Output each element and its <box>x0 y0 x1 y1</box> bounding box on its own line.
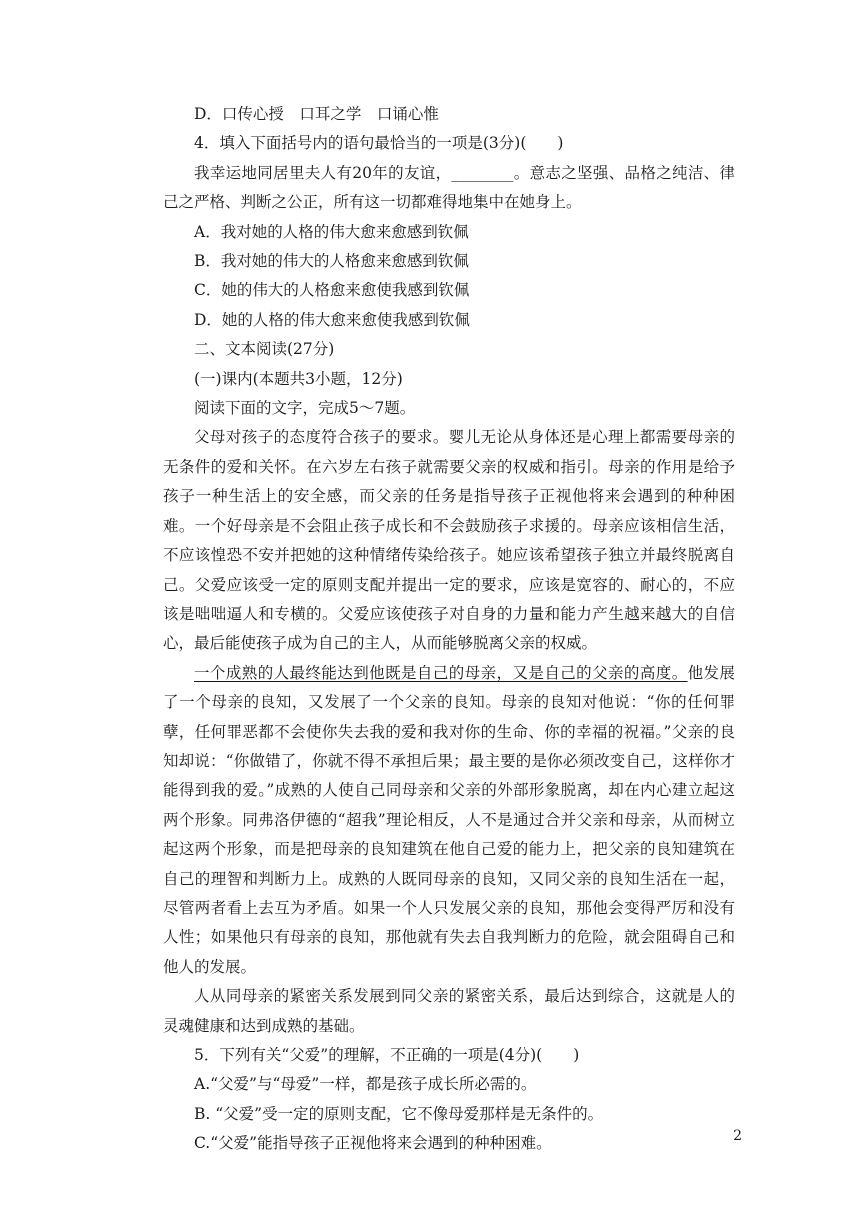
q4-option-c: C．她的伟大的人格愈来愈使我感到钦佩 <box>194 281 470 300</box>
q5-option-a: A.“父爱”与“母爱”一样，都是孩子成长所必需的。 <box>194 1075 537 1094</box>
passage-paragraph-1: 父母对孩子的态度符合孩子的要求。婴儿无论从身体还是心理上都需要母亲的无条件的爱和关怀。在六岁左右孩子就需要父亲的权威和指引。母亲的作用是给予孩子一种生活上的安全感，而父亲的任务是指导孩子正视他将来会遇到的种种困难。一个好母亲是不会阻止孩子成长和不会鼓励孩子求援的。母亲应该相信生活，不应该惶恐不安并把她的这种情绪传染给孩子。她应该希望孩子独立并最终脱离自己。父爱应该受一定的原则支配并提出一定的要求，应该是宽容的、耐心的，不应该是咄咄逼人和专横的。父爱应该使孩子对自身的力量和能力产生越来越大的自信心，最后能使孩子成为自己的主人，从而能够脱离父亲的权威。 <box>163 428 735 653</box>
passage-paragraph-3: 人从同母亲的紧密关系发展到同父亲的紧密关系，最后达到综合，这就是人的灵魂健康和达到成熟的基础。 <box>163 987 735 1035</box>
q4-option-d: D．她的人格的伟大愈来愈使我感到钦佩 <box>194 310 470 329</box>
q4-stem: 4．填入下面括号内的语句最恰当的一项是(3分)( ) <box>194 134 564 153</box>
section-sub-heading: (一)课内(本题共3小题，12分) <box>194 369 403 388</box>
q5-stem: 5．下列有关“父爱”的理解，不正确的一项是(4分)( ) <box>194 1046 580 1064</box>
q4-passage: 我幸运地同居里夫人有20年的友谊，________。意志之坚强、品格之纯洁、律己之严格、判断之公正，所有这一切都难得地集中在她身上。 <box>163 163 735 212</box>
paragraph-2-rest: 他发展了一个母亲的良知，又发展了一个父亲的良知。母亲的良知对他说：“你的任何罪孽，任何罪恶都不会使你失去我的爱和我对你的生命、你的幸福的祝福。”父亲的良知却说：“你做错了，你就不得不承担后果；最主要的是你必须改变自己，这样你才能得到我的爱。”成熟的人使自己同母亲和父亲的外部形象脱离，却在内心建立起这两个形象。同弗洛伊德的“超我”理论相反，人不是通过合并父亲和母亲，从而树立起这两个形象，而是把母亲的良知建筑在他自己爱的能力上，把父亲的良知建筑在自己的理智和判断力上。成熟的人既同母亲的良知，又同父亲的良知生活在一起，尽管两者看上去互为矛盾。如果一个人只发展父亲的良知，那他会变得严厉和没有人性；如果他只有母亲的良知，那他就有失去自我判断力的危险，就会阻碍自己和他人的发展。 <box>163 663 735 976</box>
passage-paragraph-2 <box>163 659 735 982</box>
q5-option-b: B. “父爱”受一定的原则支配，它不像母爱那样是无条件的。 <box>194 1104 604 1123</box>
underlined-sentence: 一个成熟的人最终能达到他既是自己的母亲，又是自己的父亲的高度。 <box>194 663 688 682</box>
q5-option-c: C.“父爱”能指导孩子正视他将来会遇到的种种困难。 <box>194 1134 552 1153</box>
page-content <box>163 100 735 1159</box>
q4-option-a: A．我对她的人格的伟大愈来愈感到钦佩 <box>194 222 469 241</box>
section-heading: 二、文本阅读(27分) <box>194 340 335 359</box>
q4-option-b: B．我对她的伟大的人格愈来愈感到钦佩 <box>194 252 469 271</box>
reading-instruction: 阅读下面的文字，完成5～7题。 <box>194 399 416 418</box>
q3-option-d: D．口传心授 口耳之学 口诵心惟 <box>194 105 439 123</box>
page-number: 2 <box>733 1128 742 1144</box>
